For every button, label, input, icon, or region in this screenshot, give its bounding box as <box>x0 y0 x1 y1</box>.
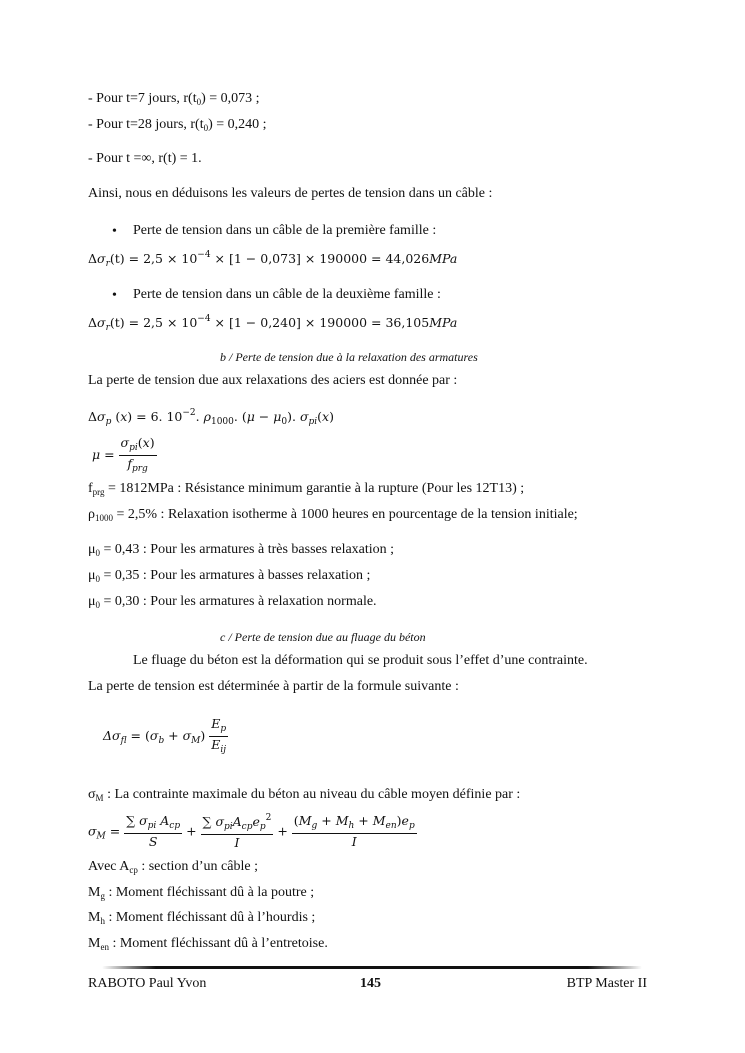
text-line: - Pour t =∞, r(t) = 1. <box>88 151 202 166</box>
text-line: $M_h$ : Moment fléchissant dû à l’hourdis ; <box>88 910 316 926</box>
footer-course: BTP Master II <box>566 976 647 991</box>
text-line: La perte de tension est déterminée à partir de la formule suivante : <box>88 679 459 694</box>
equation: $\Delta\sigma_p$ (x) = 6. $10^{-2}$. $\rho_{1000}$. $(\mu - \mu_0)$. $\sigma_{pi}(x)$ <box>88 408 334 427</box>
bullet-icon: • <box>112 288 117 303</box>
page-number: 145 <box>360 976 381 991</box>
text-line: La perte de tension due aux relaxations des aciers est donnée par : <box>88 373 458 388</box>
equation: $\Delta\sigma_r(t) = 2,5 \times 10^{-4} \times [1 - 0,073] \times 190000 = 44,026MPa$ <box>88 250 458 269</box>
equation: $\Delta\sigma_r(t) = 2,5 \times 10^{-4} \times [1 - 0,240] \times 190000 = 36,105MPa$ <box>88 314 458 333</box>
bullet-text: Perte de tension dans un câble de la première famille : <box>133 223 437 238</box>
text-line: - Pour t=7 jours, $r(t_0) = 0,073$ ; <box>88 91 260 107</box>
footer-divider <box>102 966 642 969</box>
text-line: $\mu_0 = 0,43$ : Pour les armatures à très basses relaxation ; <box>88 542 395 558</box>
text-line: Ainsi, nous en déduisons les valeurs de pertes de tension dans un câble : <box>88 186 493 201</box>
text-line: $\rho_{1000} = 2,5\%$ : Relaxation isotherme à 1000 heures en pourcentage de la tension initiale; <box>88 507 578 523</box>
text-line: $f_{prg} = 1812MPa$ : Résistance minimum garantie à la rupture (Pour les 12T13) ; <box>88 481 525 497</box>
bullet-text: Perte de tension dans un câble de la deuxième famille : <box>133 287 441 302</box>
text-line: Avec $A_{cp}$ : section d’un câble ; <box>88 859 258 875</box>
text-line: $M_{en}$ : Moment fléchissant dû à l’entretoise. <box>88 936 328 952</box>
footer-author: RABOTO Paul Yvon <box>88 976 207 991</box>
equation-sigma-m: $\sigma_M$ = $\frac{\sum \sigma_{pi} A_{cp}}{S}$ + $\frac{\sum \sigma_{pi}A_{cp}e_p^2}{I}$ + $\frac{(M_g + M_h + M_{en})e_p}{I}$ <box>88 813 415 850</box>
section-heading: b / Perte de tension due à la relaxation des armatures <box>220 350 478 364</box>
equation-creep: $\Delta\sigma_{fl} = (\sigma_b + \sigma_M)$ $\frac{E_p}{E_{ij}}$ <box>103 716 227 755</box>
bullet-icon: • <box>112 224 117 239</box>
text-line: - Pour t=28 jours, $r(t_0) = 0,240$ ; <box>88 117 267 133</box>
text-line: $\mu_0 = 0,35$ : Pour les armatures à basses relaxation ; <box>88 568 371 584</box>
text-line: $\sigma_M$ : La contrainte maximale du béton au niveau du câble moyen définie par : <box>88 787 521 803</box>
text-line: $M_g$ : Moment fléchissant dû à la poutre ; <box>88 885 315 901</box>
text-line: Le fluage du béton est la déformation qui se produit sous l’effet d’une contrainte. <box>133 653 588 668</box>
equation-mu: μ = $\frac{\sigma_{pi}(x)}{f_{prg}}$ <box>92 435 155 474</box>
text-line: $\mu_0 = 0,30$ : Pour les armatures à relaxation normale. <box>88 594 377 610</box>
section-heading: c / Perte de tension due au fluage du béton <box>220 630 426 644</box>
